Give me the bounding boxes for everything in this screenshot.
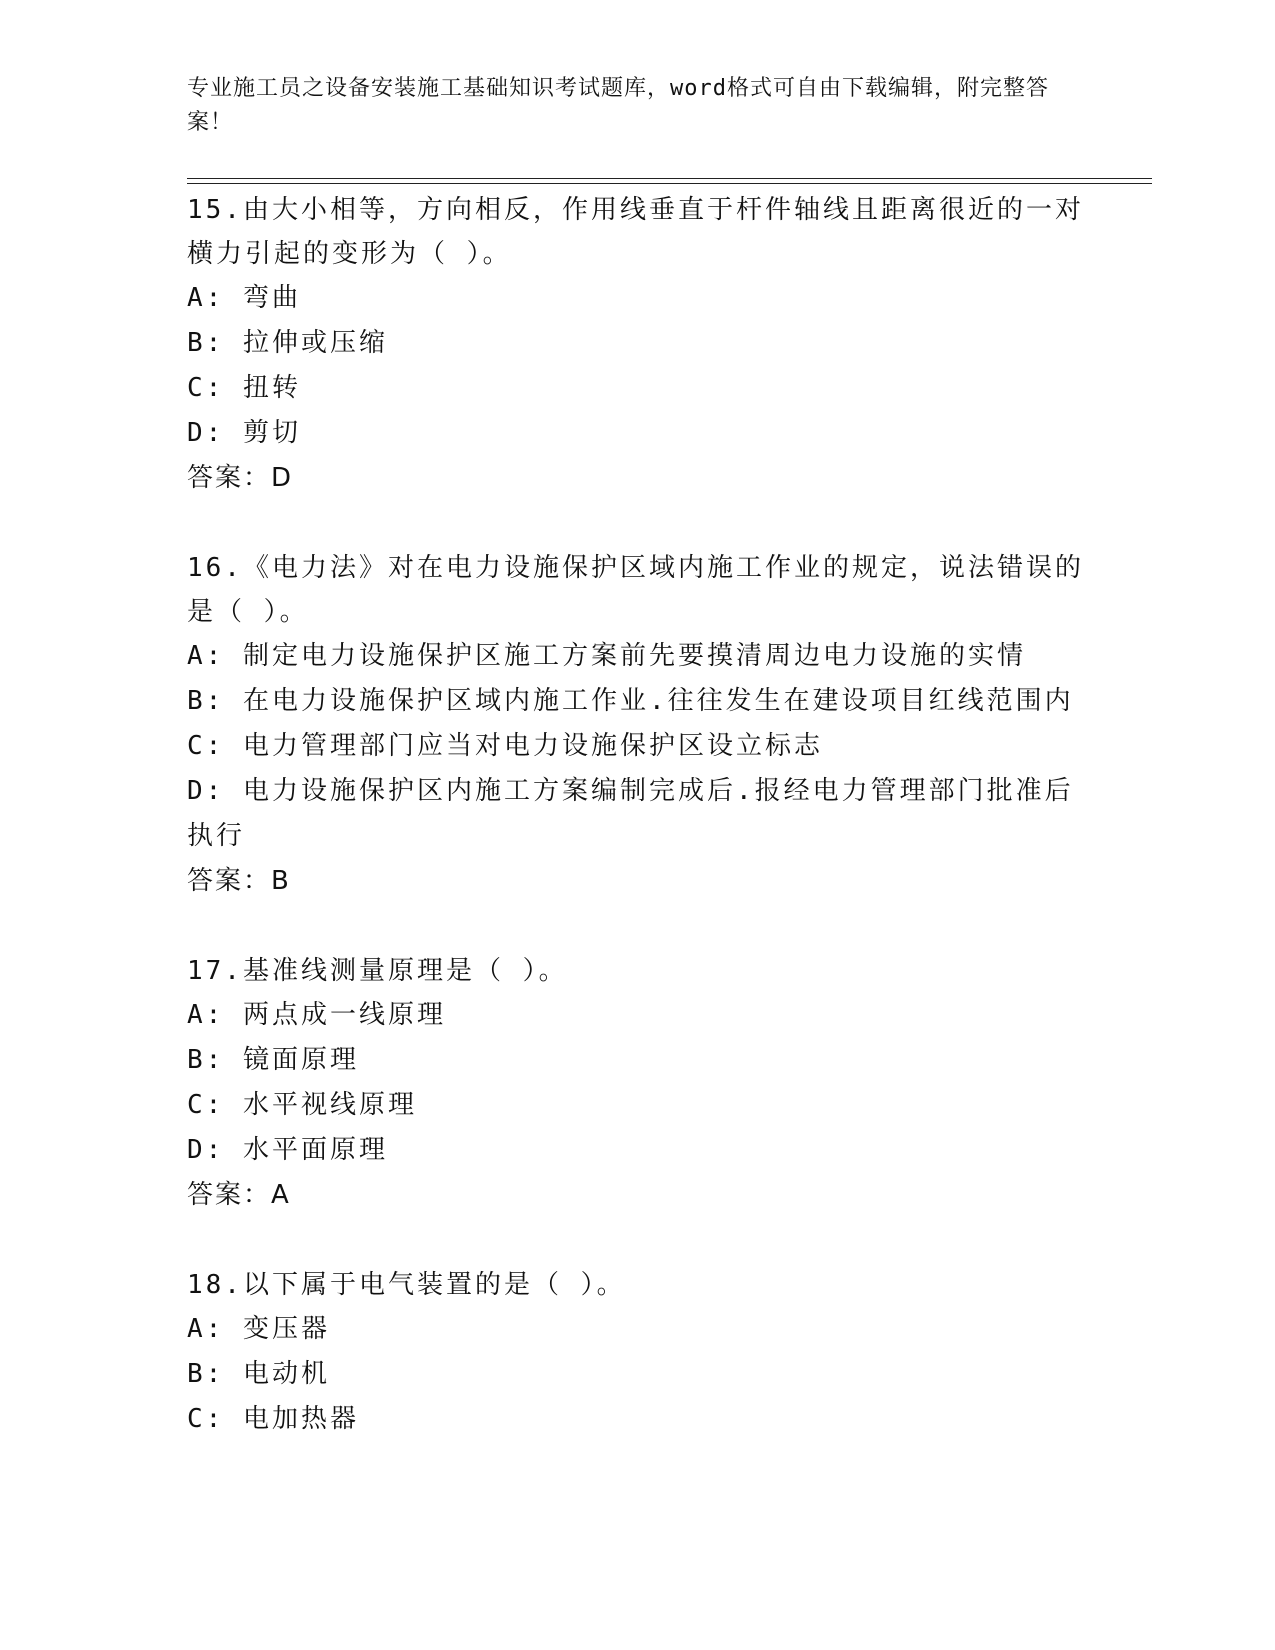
question-stem: 17.基准线测量原理是（ ）。: [187, 956, 568, 986]
answer: 答案：B: [187, 866, 291, 896]
question-list: [187, 188, 1087, 1442]
question-stem: 15.由大小相等，方向相反，作用线垂直于杆件轴线且距离很近的一对横力引起的变形为（ ）。: [187, 195, 1084, 269]
option-a: A: 变压器: [187, 1314, 330, 1344]
option-b: B: 在电力设施保护区域内施工作业.往往发生在建设项目红线范围内: [187, 686, 1074, 716]
option-c: C: 水平视线原理: [187, 1090, 417, 1120]
question-15: [187, 188, 1087, 500]
question-stem: 18.以下属于电气装置的是（ ）。: [187, 1270, 626, 1300]
option-b: B: 拉伸或压缩: [187, 328, 388, 358]
header-divider-top: [187, 178, 1152, 179]
question-stem: 16.《电力法》对在电力设施保护区域内施工作业的规定，说法错误的是（ ）。: [187, 553, 1084, 627]
question-18: [187, 1263, 1087, 1442]
option-c: C: 电力管理部门应当对电力设施保护区设立标志: [187, 731, 823, 761]
question-17: [187, 949, 1087, 1217]
option-d: D: 水平面原理: [187, 1135, 388, 1165]
answer: 答案：A: [187, 1180, 291, 1210]
option-c: C: 扭转: [187, 373, 301, 403]
option-b: B: 电动机: [187, 1359, 330, 1389]
option-a: A: 弯曲: [187, 283, 301, 313]
option-a: A: 两点成一线原理: [187, 1000, 446, 1030]
option-b: B: 镜面原理: [187, 1045, 359, 1075]
option-c: C: 电加热器: [187, 1404, 359, 1434]
question-16: [187, 546, 1087, 903]
answer: 答案：D: [187, 463, 294, 493]
document-header: 专业施工员之设备安装施工基础知识考试题库，word格式可自由下载编辑，附完整答案！: [187, 76, 1049, 135]
header-divider-bottom: [187, 183, 1152, 184]
option-a: A: 制定电力设施保护区施工方案前先要摸清周边电力设施的实情: [187, 641, 1026, 671]
option-d: D: 电力设施保护区内施工方案编制完成后.报经电力管理部门批准后执行: [187, 776, 1074, 851]
option-d: D: 剪切: [187, 418, 301, 448]
